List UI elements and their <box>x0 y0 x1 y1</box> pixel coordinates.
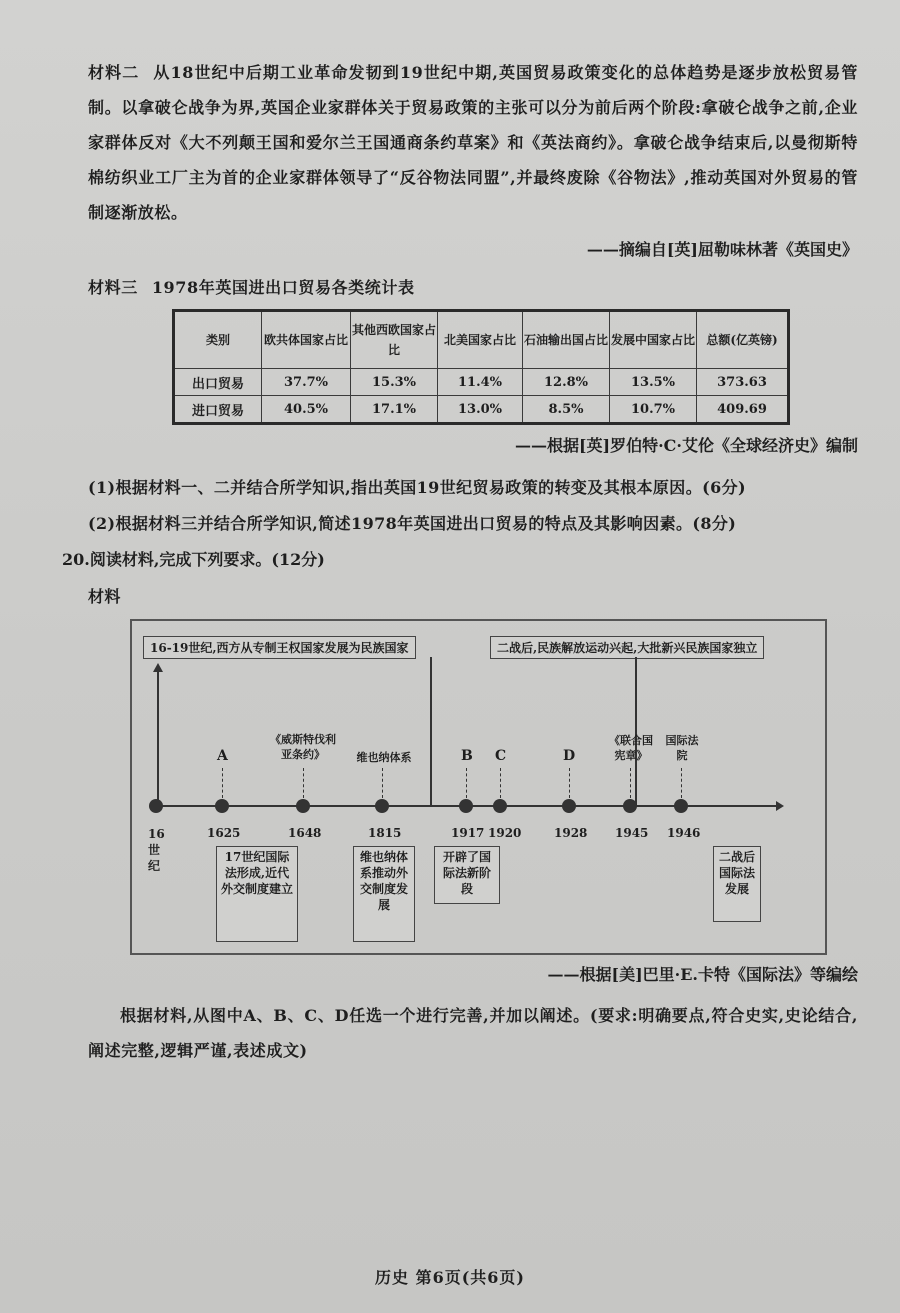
dashed-connector <box>382 768 383 798</box>
table-cell: 12.8% <box>523 369 610 396</box>
table-header-cell: 石油输出国占比 <box>523 311 610 369</box>
material2-source: ——摘编自[英]屈勒味林著《英国史》 <box>586 240 858 259</box>
table-cell: 373.63 <box>697 369 789 396</box>
dashed-connector <box>303 768 304 798</box>
material3-heading <box>88 270 858 305</box>
table-header-cell: 发展中国家占比 <box>610 311 697 369</box>
question-20-title: 20.阅读材料,完成下列要求。(12分) <box>62 550 325 569</box>
q20-source: ——根据[美]巴里·E.卡特《国际法》等编绘 <box>547 965 858 984</box>
table-cell: 13.5% <box>610 369 697 396</box>
table-row <box>174 369 789 396</box>
timeline-dot <box>459 799 473 813</box>
question-2: (2)根据材料三并结合所学知识,简述1978年英国进出口贸易的特点及其影响因素。(8分) <box>88 514 737 533</box>
blank-letter-c: C <box>495 748 507 764</box>
table-header-cell: 类别 <box>174 311 262 369</box>
timeline-dot <box>674 799 688 813</box>
table-cell: 15.3% <box>351 369 438 396</box>
year-label: 1648 <box>288 826 322 840</box>
event-vienna: 维也纳体系 <box>356 751 412 764</box>
year-label: 1625 <box>207 826 241 840</box>
table-cell: 13.0% <box>438 396 523 424</box>
box-new-stage: 开辟了国际法新阶段 <box>434 846 500 904</box>
table-cell: 8.5% <box>523 396 610 424</box>
table-cell: 出口贸易 <box>174 369 262 396</box>
event-westphalia: 《威斯特伐利亚条约》 <box>270 733 336 761</box>
box-vienna-system: 维也纳体系推动外交制度发展 <box>353 846 415 942</box>
table-cell: 40.5% <box>262 396 351 424</box>
table-header-row <box>174 311 789 369</box>
box-17c-international-law: 17世纪国际法形成,近代外交制度建立 <box>216 846 298 942</box>
table-cell: 409.69 <box>697 396 789 424</box>
year-label: 1917 <box>451 826 485 840</box>
trade-stats-table <box>172 309 790 425</box>
dashed-connector <box>466 768 467 798</box>
table-row <box>174 396 789 424</box>
blank-letter-a: A <box>217 748 228 764</box>
dashed-connector <box>500 768 501 798</box>
year-label: 1945 <box>615 826 649 840</box>
axis-arrow-icon <box>776 801 784 811</box>
material2-paragraph <box>88 55 858 230</box>
material3-title: 1978年英国进出口贸易各类统计表 <box>151 278 415 297</box>
table-cell: 10.7% <box>610 396 697 424</box>
blank-letter-d: D <box>563 748 576 764</box>
table-header-cell: 欧共体国家占比 <box>262 311 351 369</box>
table-header-cell: 总额(亿英镑) <box>697 311 789 369</box>
timeline-dot <box>296 799 310 813</box>
start-vertical-line <box>157 670 159 805</box>
page-footer: 历史 第6页(共6页) <box>375 1268 525 1287</box>
up-arrow-icon <box>153 663 163 672</box>
year-label: 1928 <box>554 826 588 840</box>
material3-source: ——根据[英]罗伯特·C·艾伦《全球经济史》编制 <box>514 436 858 455</box>
material2-label: 材料二 <box>88 63 140 82</box>
timeline-dot <box>215 799 229 813</box>
dashed-connector <box>681 768 682 798</box>
timeline-dot <box>623 799 637 813</box>
question-1: (1)根据材料一、二并结合所学知识,指出英国19世纪贸易政策的转变及其根本原因。(6分) <box>88 478 746 497</box>
dashed-connector <box>569 768 570 798</box>
event-un-charter: 《联合国宪章》 <box>609 734 653 762</box>
timeline-dot <box>562 799 576 813</box>
material3-label: 材料三 <box>88 278 138 297</box>
q20-material-label: 材料 <box>88 587 121 606</box>
year-label-16c: 16世纪 <box>148 827 165 873</box>
period2-box: 二战后,民族解放运动兴起,大批新兴民族国家独立 <box>490 636 764 659</box>
year-label: 1815 <box>368 826 402 840</box>
q20-instruction: 根据材料,从图中A、B、C、D任选一个进行完善,并加以阐述。(要求:明确要点,符合史实,史论结合,阐述完整,逻辑严谨,表述成文) <box>88 1006 858 1060</box>
dashed-connector <box>630 768 631 798</box>
timeline-dot <box>493 799 507 813</box>
timeline-dot <box>375 799 389 813</box>
period1-box: 16-19世纪,西方从专制王权国家发展为民族国家 <box>143 636 416 659</box>
box-postwar-law: 二战后国际法发展 <box>713 846 761 922</box>
period-divider-line <box>430 657 432 805</box>
blank-letter-b: B <box>461 748 473 764</box>
postwar-divider-line <box>635 657 637 805</box>
material2-text: 从18世纪中后期工业革命发韧到19世纪中期,英国贸易政策变化的总体趋势是逐步放松贸易管制。以拿破仑战争为界,英国企业家群体关于贸易政策的主张可以分为前后两个阶段:拿破仑战争之前,企业家群体反对《大不列颠王国和爱尔兰王国通商条约草案》和《英法商约》。拿破仑战争结束后,以曼彻斯特棉纺织业工厂主为首的企业家群体领导了“反谷物法同盟”,并最终废除《谷物法》,推动英国对外贸易的管制逐渐放松。 <box>88 63 858 222</box>
table-cell: 17.1% <box>351 396 438 424</box>
event-icj: 国际法院 <box>665 734 699 762</box>
table-cell: 进口贸易 <box>174 396 262 424</box>
dashed-connector <box>222 768 223 798</box>
year-label: 1946 <box>667 826 701 840</box>
year-label: 1920 <box>488 826 522 840</box>
table-cell: 11.4% <box>438 369 523 396</box>
table-header-cell: 其他西欧国家占比 <box>351 311 438 369</box>
timeline-dot <box>149 799 163 813</box>
table-header-cell: 北美国家占比 <box>438 311 523 369</box>
table-cell: 37.7% <box>262 369 351 396</box>
